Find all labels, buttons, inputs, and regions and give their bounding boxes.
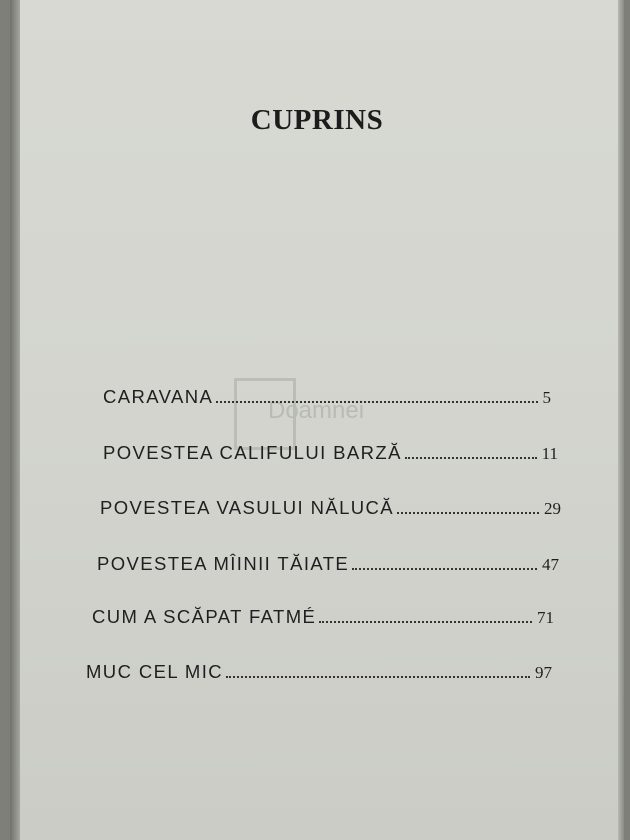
toc-entry-page: 11 bbox=[541, 444, 558, 463]
toc-entry[interactable] bbox=[97, 543, 559, 575]
toc-entry-title: CARAVANA bbox=[103, 386, 214, 407]
toc-entry[interactable] bbox=[103, 432, 558, 464]
toc-entry-title: MUC CEL MIC bbox=[86, 661, 224, 682]
dot-leader bbox=[319, 621, 532, 623]
toc-entry-title: POVESTEA MÎINII TĂIATE bbox=[97, 553, 350, 574]
book-page bbox=[10, 0, 624, 840]
toc-entry-page: 97 bbox=[535, 663, 552, 682]
toc-entry-page: 5 bbox=[542, 388, 551, 407]
dot-leader bbox=[397, 512, 539, 514]
page-title: CUPRINS bbox=[250, 104, 384, 136]
dot-leader bbox=[226, 676, 530, 678]
toc-entry-page: 29 bbox=[544, 499, 561, 518]
dot-leader bbox=[216, 401, 537, 403]
dot-leader bbox=[352, 568, 537, 570]
toc-entry-page: 47 bbox=[542, 555, 559, 574]
toc-entry-title: CUM A SCĂPAT FATMÉ bbox=[92, 606, 317, 627]
toc-entry-title: POVESTEA CALIFULUI BARZĂ bbox=[103, 442, 402, 463]
toc-entry-title: POVESTEA VASULUI NĂLUCĂ bbox=[100, 497, 395, 518]
table-of-contents bbox=[10, 0, 624, 840]
toc-entry[interactable] bbox=[86, 651, 552, 683]
toc-entry-page: 71 bbox=[537, 608, 554, 627]
toc-entry[interactable] bbox=[100, 487, 561, 519]
toc-entry[interactable] bbox=[92, 596, 554, 628]
dot-leader bbox=[405, 457, 537, 459]
toc-entry[interactable] bbox=[103, 376, 551, 408]
watermark-text: Doamnei bbox=[268, 397, 365, 424]
